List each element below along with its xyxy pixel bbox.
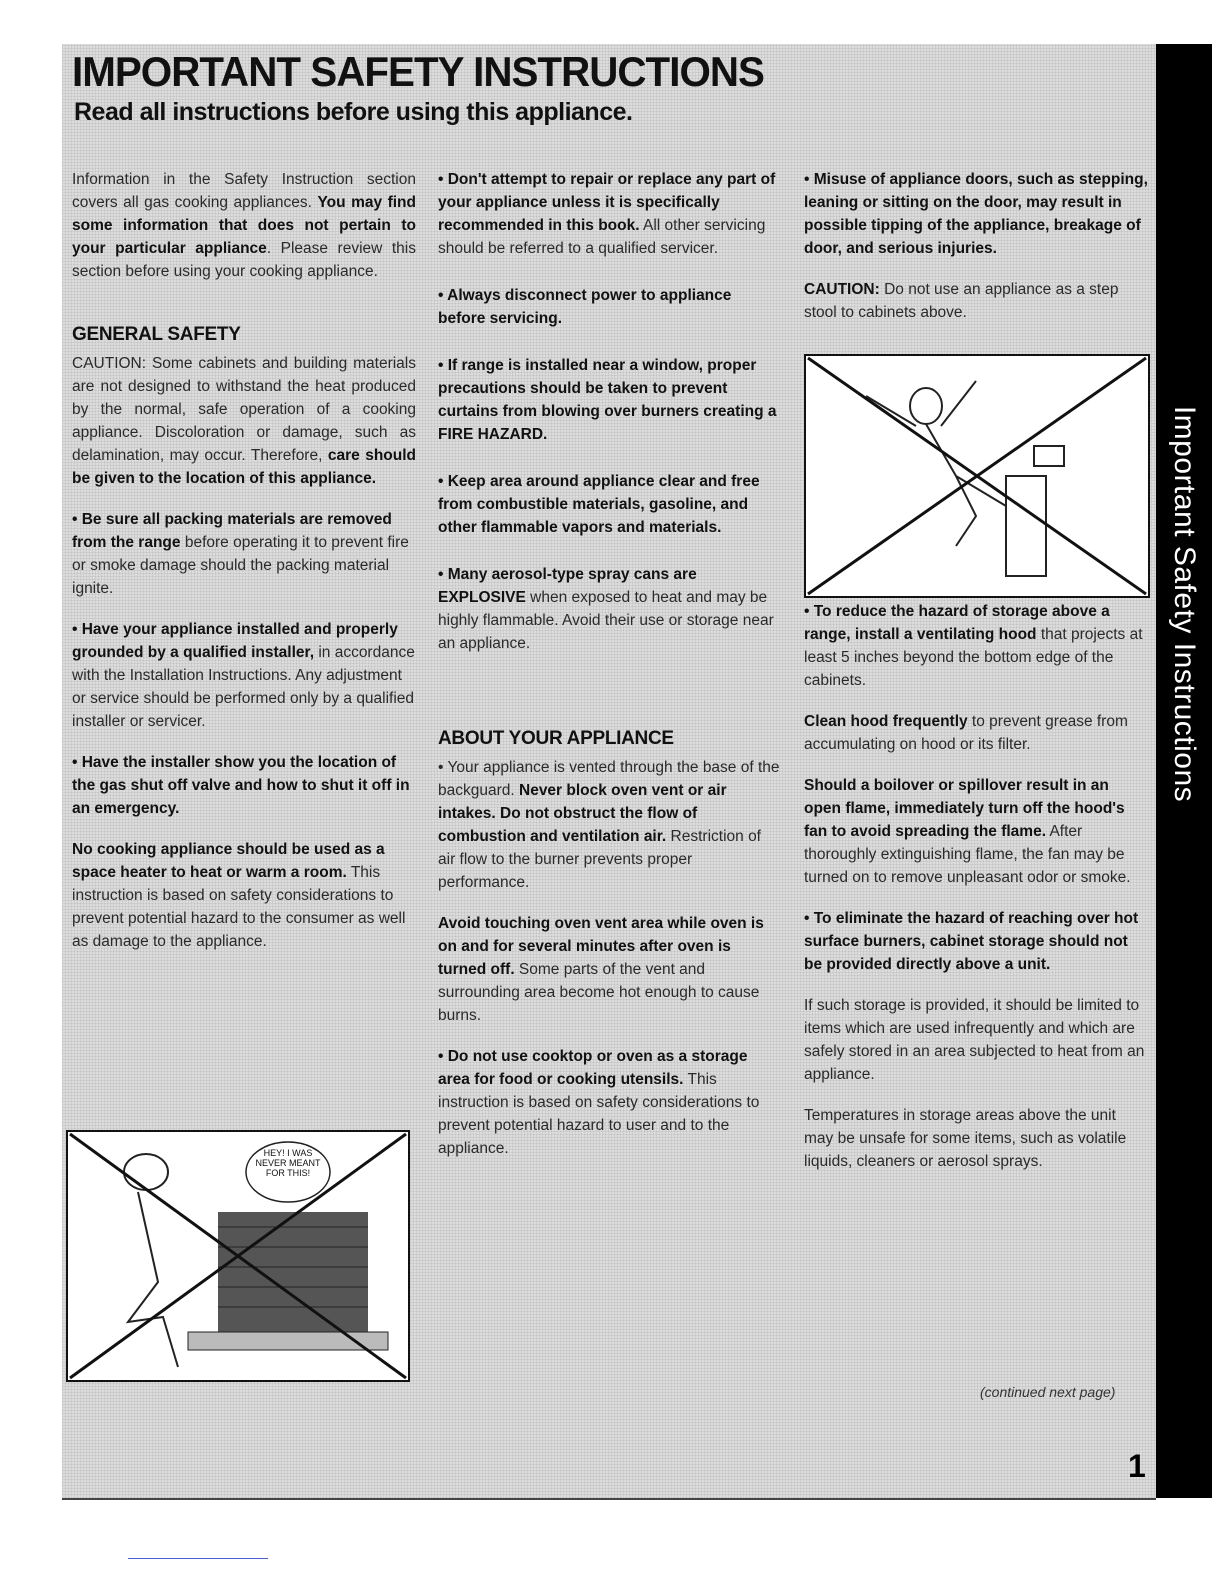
range-body-shape	[1006, 476, 1046, 576]
oven-door-shape	[188, 1332, 388, 1350]
pot-shape	[1034, 446, 1064, 466]
cartoon-head-right	[910, 388, 942, 424]
aerosol-paragraph	[438, 563, 782, 655]
side-tab-bar	[1156, 44, 1212, 1498]
infrequent-text: If such storage is provided, it should be limited to items which are used infrequently and which are safely stored in an area subjected to heat from an appliance.	[804, 997, 1145, 1083]
oven-grill-shape	[218, 1212, 368, 1332]
storage-text: This instruction is based on safety considerations to prevent potential hazard to user and to the appliance.	[438, 1071, 760, 1157]
column-3	[804, 168, 1148, 342]
gas-valve-paragraph	[72, 751, 416, 820]
hood-text: that projects at least 5 inches beyond the bottom edge of the cabinets.	[804, 626, 1143, 689]
oven-misuse-illustration	[66, 1130, 410, 1382]
disconnect-bold: • Always disconnect power to appliance before servicing.	[438, 287, 732, 327]
cartoon-head	[124, 1154, 168, 1190]
vent-paragraph	[438, 756, 782, 894]
general-safety-paragraph	[72, 352, 416, 490]
storage-paragraph	[438, 1045, 782, 1160]
general-safety-heading: GENERAL SAFETY	[72, 324, 241, 345]
aerosol-bold: • Many aerosol-type spray cans are EXPLOSIVE	[438, 566, 697, 606]
vent-text-end: Restriction of air flow to the burner prevents proper performance.	[438, 828, 761, 891]
vent-bold: Never block oven vent or air intakes. Do not obstruct the flow of combustion and ventilation air.	[438, 782, 727, 845]
step-stool-text: Do not use an appliance as a step stool to cabinets above.	[804, 281, 1119, 321]
packing-text: before operating it to prevent fire or smoke damage should the packing material ignite.	[72, 534, 409, 597]
column-2	[438, 168, 782, 1178]
boilover-paragraph	[804, 774, 1148, 889]
installer-paragraph	[72, 618, 416, 733]
page-title: IMPORTANT SAFETY INSTRUCTIONS	[72, 48, 764, 95]
hood-bold: • To reduce the hazard of storage above a range, install a ventilating hood	[804, 603, 1110, 643]
column-3-lower	[804, 600, 1148, 1191]
touch-vent-text: Some parts of the vent and surrounding area become hot enough to cause burns.	[438, 961, 760, 1024]
doors-bold: • Misuse of appliance doors, such as stepping, leaning or sitting on the door, may result in possible tipping of the appliance, breakage of door, and serious injuries.	[804, 171, 1148, 257]
reaching-bold: • To eliminate the hazard of reaching over hot surface burners, cabinet storage should not be provided directly above a unit.	[804, 910, 1139, 973]
repair-text: All other servicing should be referred to a qualified servicer.	[438, 217, 766, 257]
installer-bold: • Have your appliance installed and properly grounded by a qualified installer,	[72, 621, 398, 661]
speech-bubble-text: HEY! I WAS NEVER MEANT FOR THIS!	[255, 1148, 321, 1178]
cartoon-body	[128, 1192, 178, 1367]
intro-text: Information in the Safety Instruction section covers all gas cooking appliances.	[72, 171, 416, 211]
boilover-bold: Should a boilover or spillover result in an open flame, immediately turn off the hood's fan to avoid spreading the flame.	[804, 777, 1125, 840]
general-safety-text: CAUTION: Some cabinets and building materials are not designed to withstand the heat produced by the normal, safe operation of a cooking appliance. Discoloration or damage, such as delamination, may occur. Therefore,	[72, 355, 416, 464]
intro-text-end: . Please review this section before using your cooking appliance.	[72, 240, 417, 280]
column-1	[72, 168, 416, 971]
about-appliance-heading: ABOUT YOUR APPLIANCE	[438, 728, 674, 749]
temperature-text: Temperatures in storage areas above the unit may be unsafe for some items, such as volatile liquids, cleaners or aerosol sprays.	[804, 1107, 1127, 1170]
packing-paragraph	[72, 508, 416, 600]
clean-hood-text: to prevent grease from accumulating on hood or its filter.	[804, 713, 1128, 753]
gas-valve-bold: • Have the installer show you the location of the gas shut off valve and how to shut it off in an emergency.	[72, 754, 410, 817]
footer-rule	[128, 1558, 268, 1559]
oven-misuse-drawing	[68, 1132, 408, 1380]
touch-vent-bold: Avoid touching oven vent area while oven is on and for several minutes after oven is turned off.	[438, 915, 764, 978]
clear-area-bold: • Keep area around appliance clear and free from combustible materials, gasoline, and other flammable vapors and materials.	[438, 473, 760, 536]
page-subtitle: Read all instructions before using this appliance.	[74, 98, 633, 126]
boilover-text: After thoroughly extinguishing flame, the fan may be turned on to remove unpleasant odor or smoke.	[804, 823, 1131, 886]
touch-vent-paragraph	[438, 912, 782, 1027]
space-heater-bold: No cooking appliance should be used as a space heater to heat or warm a room.	[72, 841, 385, 881]
packing-bold: • Be sure all packing materials are removed from the range	[72, 511, 392, 551]
space-heater-paragraph	[72, 838, 416, 953]
infrequent-paragraph	[804, 994, 1148, 1086]
repair-paragraph	[438, 168, 782, 260]
reaching-paragraph	[804, 907, 1148, 976]
space-heater-text: This instruction is based on safety considerations to prevent potential hazard to the consumer as well as damage to the appliance.	[72, 864, 406, 950]
hood-paragraph	[804, 600, 1148, 692]
disconnect-paragraph	[438, 284, 782, 330]
temperature-paragraph	[804, 1104, 1148, 1173]
repair-bold: • Don't attempt to repair or replace any part of your appliance unless it is specifically recommended in this book.	[438, 171, 776, 234]
clean-hood-paragraph	[804, 710, 1148, 756]
doors-paragraph	[804, 168, 1148, 260]
clear-area-paragraph	[438, 470, 782, 539]
intro-bold: You may find some information that does not pertain to your particular appliance	[72, 194, 416, 257]
door-misuse-illustration	[804, 354, 1150, 598]
side-tab-label: Important Safety Instructions	[1168, 405, 1201, 803]
general-safety-bold: care should be given to the location of this appliance.	[72, 447, 416, 487]
clean-hood-bold: Clean hood frequently	[804, 713, 968, 730]
continued-note: (continued next page)	[980, 1384, 1116, 1400]
door-misuse-drawing	[806, 356, 1148, 596]
aerosol-text: when exposed to heat and may be highly flammable. Avoid their use or storage near an appliance.	[438, 589, 774, 652]
storage-bold: • Do not use cooktop or oven as a storage area for food or cooking utensils.	[438, 1048, 748, 1088]
window-bold: • If range is installed near a window, proper precautions should be taken to prevent curtains from blowing over burners creating a FIRE HAZARD.	[438, 357, 777, 443]
intro-paragraph	[72, 168, 416, 283]
page-number: 1	[1128, 1448, 1146, 1484]
step-stool-paragraph	[804, 278, 1148, 324]
window-paragraph	[438, 354, 782, 446]
caution-label: CAUTION:	[804, 281, 880, 298]
installer-text: in accordance with the Installation Instructions. Any adjustment or service should be performed only by a qualified installer or servicer.	[72, 644, 415, 730]
vent-text: • Your appliance is vented through the base of the backguard.	[438, 759, 780, 799]
